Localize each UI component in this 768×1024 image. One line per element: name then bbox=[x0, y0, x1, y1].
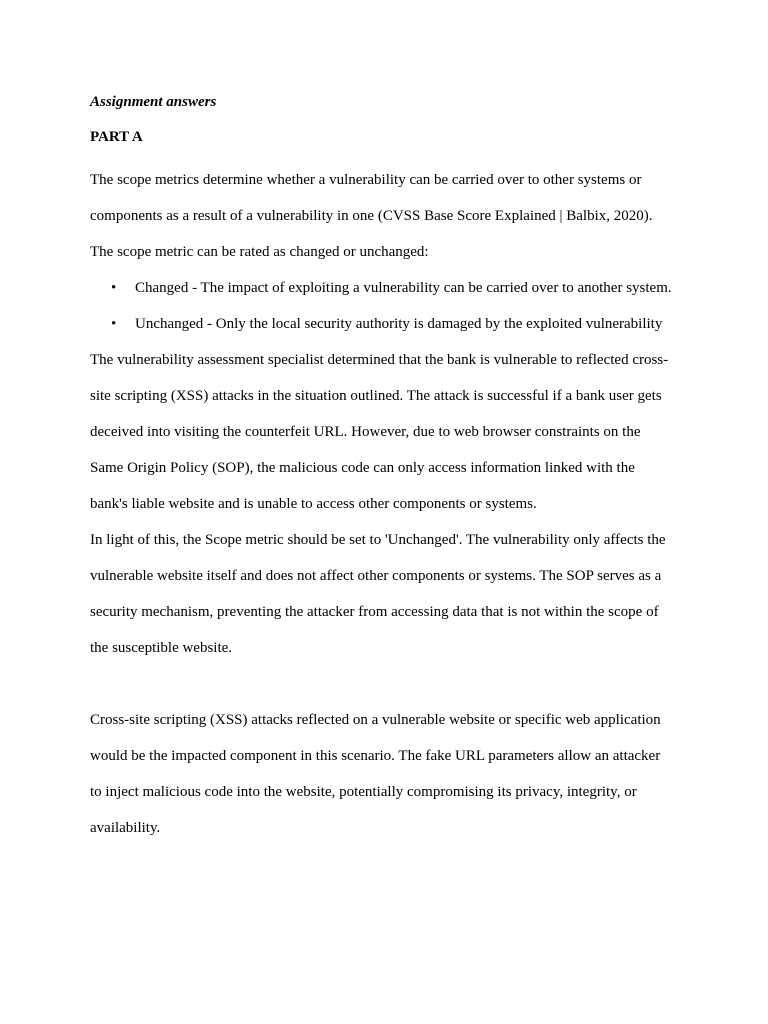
text-line: bank's liable website and is unable to access other components or systems. bbox=[90, 496, 537, 512]
text-line: Same Origin Policy (SOP), the malicious code can only access information linked with the bbox=[90, 460, 635, 476]
text-line: availability. bbox=[90, 820, 161, 836]
text-line: the susceptible website. bbox=[90, 640, 233, 656]
text-line: to inject malicious code into the website, potentially compromising its privacy, integrity, or bbox=[90, 784, 637, 800]
text-line: In light of this, the Scope metric should be set to 'Unchanged'. The vulnerability only affects the bbox=[90, 532, 666, 548]
text-line: The scope metric can be rated as changed or unchanged: bbox=[90, 244, 429, 260]
text-line: The vulnerability assessment specialist determined that the bank is vulnerable to reflected cross- bbox=[90, 352, 669, 368]
text-line: would be the impacted component in this scenario. The fake URL parameters allow an attacker bbox=[90, 748, 661, 764]
document-body bbox=[90, 91, 690, 846]
text-line: Cross-site scripting (XSS) attacks reflected on a vulnerable website or specific web application bbox=[90, 712, 661, 728]
text-line: security mechanism, preventing the attacker from accessing data that is not within the scope of bbox=[90, 604, 659, 620]
bullet-text: Changed - The impact of exploiting a vulnerability can be carried over to another system. bbox=[135, 280, 672, 296]
bullet-icon: • bbox=[111, 280, 117, 296]
paragraph-spacer bbox=[90, 666, 690, 702]
text-line: vulnerable website itself and does not affect other components or systems. The SOP serves as a bbox=[90, 568, 662, 584]
bullet-item-unchanged bbox=[90, 306, 690, 342]
scope-conclusion-paragraph bbox=[90, 522, 690, 666]
text-line: site scripting (XSS) attacks in the situation outlined. The attack is successful if a bank user gets bbox=[90, 388, 662, 404]
text-line: deceived into visiting the counterfeit URL. However, due to web browser constraints on the bbox=[90, 424, 641, 440]
bullet-text: Unchanged - Only the local security authority is damaged by the exploited vulnerability bbox=[135, 316, 663, 332]
impacted-component-paragraph bbox=[90, 702, 690, 846]
text-line: The scope metrics determine whether a vulnerability can be carried over to other systems or bbox=[90, 172, 642, 188]
assessment-paragraph bbox=[90, 342, 690, 522]
bullet-icon: • bbox=[111, 316, 117, 332]
bullet-item-changed bbox=[90, 270, 690, 306]
part-a-heading: PART A bbox=[90, 129, 143, 145]
text-line: components as a result of a vulnerability in one (CVSS Base Score Explained | Balbix, 2020). bbox=[90, 208, 653, 224]
document-title: Assignment answers bbox=[90, 94, 217, 110]
scope-bullet-list bbox=[90, 270, 690, 342]
intro-paragraph bbox=[90, 162, 690, 270]
